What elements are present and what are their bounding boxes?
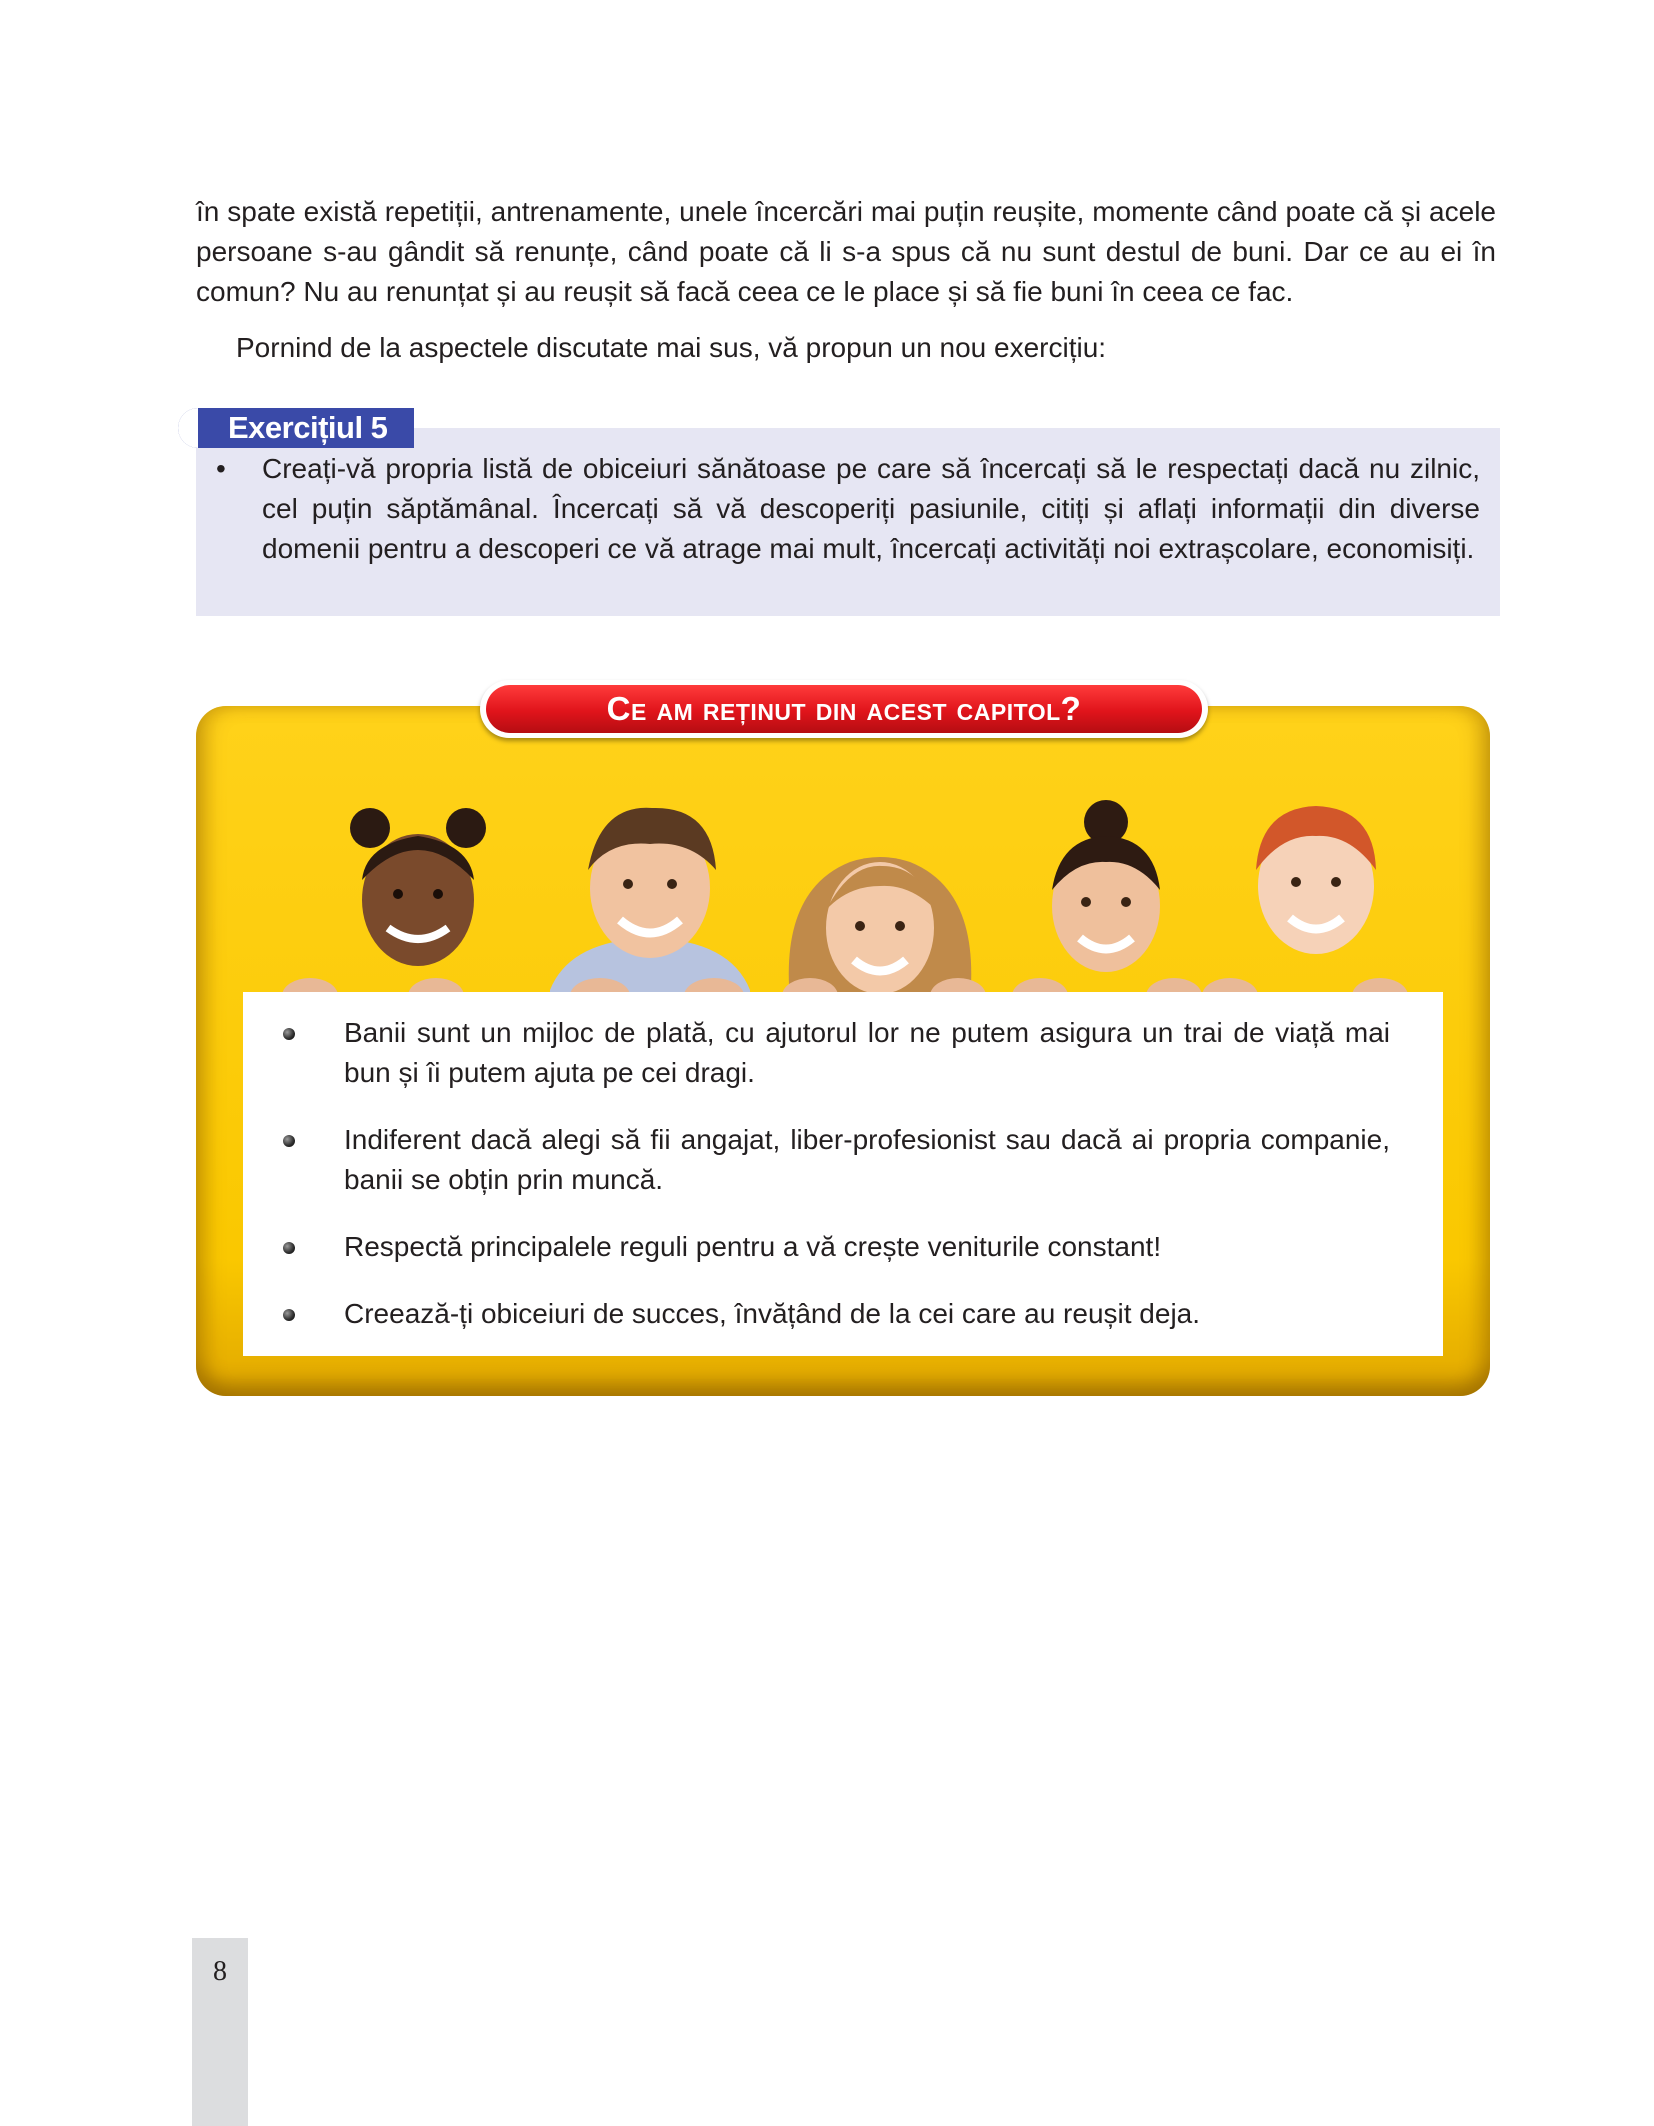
page-number: 8 <box>213 1956 227 1987</box>
summary-item <box>280 1013 1390 1093</box>
summary-item-text: Indiferent dacă alegi să fii angajat, liber-profesionist sau dacă ai propria companie, banii se obțin prin muncă. <box>344 1124 1390 1195</box>
exercise-item <box>216 449 1480 569</box>
bullet-icon <box>280 1294 344 1334</box>
child-5-figure <box>1256 806 1376 954</box>
summary-item <box>280 1120 1390 1200</box>
intro-paragraph-lead: Pornind de la aspectele discutate mai sus, vă propun un nou exercițiu: <box>236 332 1107 363</box>
summary-item-text: Banii sunt un mijloc de plată, cu ajutorul lor ne putem asigura un trai de viață mai bun și îi putem ajuta pe cei dragi. <box>344 1017 1390 1088</box>
summary-item-text: Creează-ți obiceiuri de succes, învățând de la cei care au reușit deja. <box>344 1298 1201 1329</box>
children-illustration <box>270 800 1420 1020</box>
exercise-item-text: Creați-vă propria listă de obiceiuri sănătoase pe care să încercați să le respectați dacă nu zilnic, cel puțin săptămânal. Încercați să vă descoperiți pasiunile, citiți și aflați informații din diverse domenii pentru a descoperi ce vă atrage mai mult, încercați activități noi extrașcolare, economisiți. <box>262 453 1480 564</box>
summary-item <box>280 1294 1390 1334</box>
half-circle-icon <box>178 408 218 448</box>
intro-paragraph: în spate există repetiții, antrenamente, unele încercări mai puțin reușite, momente când poate că și acele persoane s-au gândit să renunțe, când poate că li s-a spus că nu sunt destul de buni. Dar ce au ei în comun? Nu au renunțat și au reușit să facă ceea ce le place și să fie buni în ceea ce fac. <box>196 196 1496 307</box>
summary-banner <box>480 680 1208 738</box>
exercise-title: Exercițiul 5 <box>228 410 388 445</box>
summary-item-text: Respectă principalele reguli pentru a vă crește veniturile constant! <box>344 1231 1162 1262</box>
child-4-figure <box>1052 800 1160 972</box>
bullet-icon <box>280 1120 344 1200</box>
bullet-icon <box>280 1013 344 1093</box>
summary-item <box>280 1227 1390 1267</box>
summary-title: Ce am reținut din acest capitol? <box>486 685 1202 733</box>
bullet-icon: • <box>216 453 226 484</box>
child-1-figure <box>350 808 486 966</box>
bullet-icon <box>280 1227 344 1267</box>
